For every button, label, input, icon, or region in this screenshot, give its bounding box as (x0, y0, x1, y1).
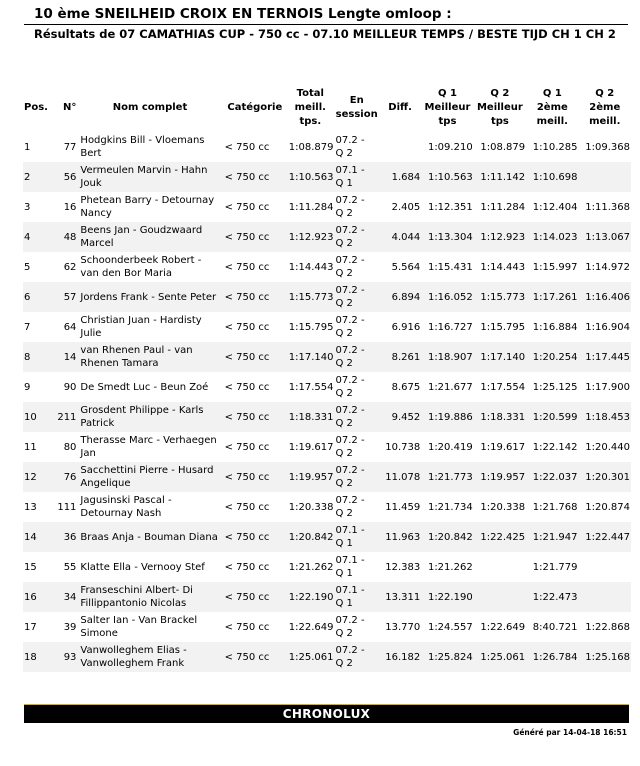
cell-total: 1:17.140 (288, 351, 334, 363)
table-row (23, 372, 631, 402)
cell-pos: 10 (24, 411, 37, 423)
cell-q2-best: 1:22.649 (480, 621, 526, 633)
cell-q2-second (579, 582, 631, 612)
col-header-diff: Diff. (388, 102, 412, 113)
cell-total: 1:08.879 (288, 141, 334, 153)
cell-category: < 750 cc (224, 441, 270, 453)
cell-category: < 750 cc (224, 231, 270, 243)
cell-q1-best: 1:20.842 (427, 531, 473, 543)
col-header-total: Total meill. tps. (294, 88, 326, 127)
cell-category: < 750 cc (224, 561, 270, 573)
session-label: 07.2 - Q 2 (335, 255, 365, 279)
cell-pos: 15 (24, 561, 37, 573)
cell-q1-best: 1:16.052 (427, 291, 473, 303)
cell-q1-best: 1:20.419 (427, 441, 473, 453)
cell-name: Franseschini Albert- Di Fillippantonio Nicolas (80, 585, 193, 609)
cell-num: 77 (63, 141, 77, 153)
cell-diff: 6.894 (391, 291, 421, 303)
cell-pos: 12 (24, 471, 37, 483)
cell-session (335, 252, 379, 282)
cell-total: 1:12.923 (288, 231, 334, 243)
session-label: 07.2 - Q 2 (335, 405, 365, 429)
cell-total: 1:19.957 (288, 471, 334, 483)
cell-q2-second: 1:17.900 (585, 381, 630, 393)
cell-diff: 16.182 (385, 651, 421, 663)
cell-q1-second: 1:25.125 (532, 381, 578, 393)
cell-pos: 8 (24, 351, 31, 363)
cell-q1-second: 1:16.884 (532, 321, 578, 333)
cell-q2-best: 1:22.425 (480, 531, 526, 543)
col-header-q2-best: Q 2 Meilleur tps (476, 88, 523, 127)
cell-name: Jordens Frank - Sente Peter (80, 291, 217, 303)
cell-total: 1:22.649 (288, 621, 334, 633)
cell-diff: 9.452 (391, 411, 421, 423)
cell-q1-best: 1:19.886 (427, 411, 473, 423)
cell-diff: 10.738 (385, 441, 421, 453)
cell-q1-second: 1:20.599 (532, 411, 578, 423)
cell-diff: 2.405 (391, 201, 421, 213)
cell-total: 1:10.563 (288, 171, 334, 183)
cell-num: 90 (63, 381, 77, 393)
session-label: 07.2 - Q 2 (335, 315, 365, 339)
table-row (23, 402, 631, 432)
session-label: 07.2 - Q 2 (335, 375, 365, 399)
cell-q2-best: 1:15.795 (480, 321, 526, 333)
cell-name: Therasse Marc - Verhaegen Jan (80, 435, 217, 459)
cell-name: Salter Ian - Van Brackel Simone (80, 615, 198, 639)
cell-q2-second: 1:20.440 (585, 441, 630, 453)
table-row (23, 162, 631, 192)
cell-q1-best: 1:16.727 (427, 321, 473, 333)
cell-name: Klatte Ella - Vernooy Stef (80, 561, 205, 573)
cell-pos: 18 (24, 651, 37, 663)
cell-pos: 4 (24, 231, 31, 243)
cell-num: 76 (63, 471, 77, 483)
cell-q2-second: 1:20.301 (585, 471, 630, 483)
cell-q1-second: 1:22.142 (532, 441, 578, 453)
session-label: 07.1 - Q 1 (335, 585, 365, 609)
cell-name: Vanwolleghem Elias - Vanwolleghem Frank (80, 645, 187, 669)
cell-q2-best: 1:08.879 (480, 141, 526, 153)
cell-session (335, 372, 379, 402)
cell-q2-second: 1:11.368 (585, 201, 630, 213)
table-header-row (23, 84, 631, 132)
cell-pos: 1 (24, 141, 31, 153)
cell-num: 14 (63, 351, 77, 363)
footer-brand: CHRONOLUX (282, 707, 371, 721)
cell-pos: 11 (24, 441, 37, 453)
cell-category: < 750 cc (224, 261, 270, 273)
cell-q2-best: 1:12.923 (480, 231, 526, 243)
cell-pos: 17 (24, 621, 37, 633)
cell-total: 1:18.331 (288, 411, 334, 423)
col-header-session: En session (335, 95, 378, 120)
cell-q1-best: 1:09.210 (427, 141, 473, 153)
cell-q1-second: 1:21.947 (532, 531, 578, 543)
cell-name: Jagusinski Pascal - Detournay Nash (80, 495, 172, 519)
cell-num: 34 (63, 591, 77, 603)
col-header-pos: Pos. (24, 102, 48, 113)
cell-pos: 9 (24, 381, 31, 393)
cell-category: < 750 cc (224, 591, 270, 603)
session-label: 07.2 - Q 2 (335, 615, 365, 639)
cell-name: Hodgkins Bill - Vloemans Bert (80, 135, 205, 159)
cell-session (335, 612, 379, 642)
cell-name: Phetean Barry - Detournay Nancy (80, 195, 215, 219)
cell-q1-best: 1:21.677 (427, 381, 473, 393)
cell-total: 1:22.190 (288, 591, 334, 603)
cell-q1-second: 1:14.023 (532, 231, 578, 243)
cell-q2-second (579, 552, 631, 582)
cell-q1-best: 1:21.262 (427, 561, 473, 573)
cell-num: 80 (63, 441, 77, 453)
cell-diff: 8.675 (391, 381, 421, 393)
session-label: 07.2 - Q 2 (335, 495, 365, 519)
cell-q2-best: 1:20.338 (480, 501, 526, 513)
cell-q1-second: 8:40.721 (532, 621, 578, 633)
cell-session (335, 402, 379, 432)
cell-q2-best: 1:19.957 (480, 471, 526, 483)
cell-name: Schoonderbeek Robert - van den Bor Maria (80, 255, 202, 279)
table-row (23, 462, 631, 492)
cell-q1-second: 1:22.473 (532, 591, 578, 603)
cell-total: 1:15.773 (288, 291, 334, 303)
cell-category: < 750 cc (224, 501, 270, 513)
cell-category: < 750 cc (224, 411, 270, 423)
cell-q1-best: 1:18.907 (427, 351, 473, 363)
cell-q1-best: 1:25.824 (427, 651, 473, 663)
cell-session (335, 132, 379, 162)
cell-num: 62 (63, 261, 77, 273)
cell-total: 1:11.284 (288, 201, 334, 213)
cell-q1-second: 1:10.698 (532, 171, 578, 183)
cell-total: 1:25.061 (288, 651, 334, 663)
cell-q2-second: 1:22.447 (585, 531, 630, 543)
cell-session (335, 282, 379, 312)
cell-pos: 16 (24, 591, 37, 603)
cell-pos: 7 (24, 321, 31, 333)
cell-category: < 750 cc (224, 471, 270, 483)
cell-name: De Smedt Luc - Beun Zoé (80, 381, 209, 393)
session-label: 07.2 - Q 2 (335, 195, 365, 219)
cell-diff: 12.383 (385, 561, 421, 573)
cell-category: < 750 cc (224, 621, 270, 633)
session-label: 07.2 - Q 2 (335, 465, 365, 489)
cell-q2-second (579, 162, 631, 192)
cell-q2-best: 1:19.617 (480, 441, 526, 453)
cell-category: < 750 cc (224, 381, 270, 393)
cell-num: 93 (63, 651, 77, 663)
cell-q1-second: 1:21.768 (532, 501, 578, 513)
cell-name: Beens Jan - Goudzwaard Marcel (80, 225, 203, 249)
cell-num: 64 (63, 321, 77, 333)
cell-q1-best: 1:21.773 (427, 471, 473, 483)
cell-session (335, 162, 379, 192)
table-row (23, 582, 631, 612)
cell-q1-best: 1:22.190 (427, 591, 473, 603)
table-row (23, 282, 631, 312)
cell-q1-second: 1:17.261 (532, 291, 578, 303)
cell-q2-best: 1:11.142 (480, 171, 526, 183)
col-header-category: Catégorie (227, 102, 283, 113)
cell-q2-best: 1:15.773 (480, 291, 526, 303)
table-row (23, 192, 631, 222)
cell-num: 55 (63, 561, 77, 573)
session-label: 07.2 - Q 2 (335, 225, 365, 249)
col-header-q1-second: Q 1 2ème meill. (536, 88, 568, 127)
session-label: 07.1 - Q 1 (335, 165, 365, 189)
cell-diff: 11.459 (385, 501, 421, 513)
cell-category: < 750 cc (224, 321, 270, 333)
cell-total: 1:14.443 (288, 261, 334, 273)
session-label: 07.2 - Q 2 (335, 285, 365, 309)
cell-session (335, 192, 379, 222)
cell-diff: 13.311 (385, 591, 421, 603)
cell-total: 1:20.338 (288, 501, 334, 513)
cell-category: < 750 cc (224, 651, 270, 663)
table-row (23, 492, 631, 522)
cell-q2-second: 1:14.972 (585, 261, 630, 273)
results-table (23, 84, 631, 672)
cell-q2-best: 1:14.443 (480, 261, 526, 273)
cell-q1-second: 1:22.037 (532, 471, 578, 483)
cell-q1-second: 1:12.404 (532, 201, 578, 213)
cell-category: < 750 cc (224, 171, 270, 183)
cell-total: 1:21.262 (288, 561, 334, 573)
cell-category: < 750 cc (224, 291, 270, 303)
cell-q2-best (474, 552, 526, 582)
cell-q1-best: 1:12.351 (427, 201, 473, 213)
table-row (23, 522, 631, 552)
cell-name: van Rhenen Paul - van Rhenen Tamara (80, 345, 193, 369)
cell-category: < 750 cc (224, 351, 270, 363)
session-label: 07.2 - Q 2 (335, 345, 365, 369)
cell-total: 1:19.617 (288, 441, 334, 453)
table-row (23, 642, 631, 672)
cell-session (335, 342, 379, 372)
cell-diff: 5.564 (391, 261, 421, 273)
session-label: 07.2 - Q 2 (335, 645, 365, 669)
cell-diff: 11.963 (385, 531, 421, 543)
cell-num: 36 (63, 531, 77, 543)
cell-q1-best: 1:24.557 (427, 621, 473, 633)
cell-q2-second: 1:18.453 (585, 411, 630, 423)
cell-session (335, 522, 379, 552)
cell-name: Vermeulen Marvin - Hahn Jouk (80, 165, 208, 189)
cell-name: Grosdent Philippe - Karls Patrick (80, 405, 204, 429)
cell-q1-second: 1:15.997 (532, 261, 578, 273)
cell-session (335, 492, 379, 522)
cell-q1-best: 1:13.304 (427, 231, 473, 243)
cell-name: Christian Juan - Hardisty Julie (80, 315, 202, 339)
cell-q1-best: 1:15.431 (427, 261, 473, 273)
cell-total: 1:15.795 (288, 321, 334, 333)
cell-session (335, 312, 379, 342)
cell-q2-best: 1:25.061 (480, 651, 526, 663)
cell-q1-second: 1:20.254 (532, 351, 578, 363)
cell-q2-best: 1:18.331 (480, 411, 526, 423)
cell-diff: 4.044 (391, 231, 421, 243)
cell-q1-second: 1:21.779 (532, 561, 578, 573)
cell-session (335, 462, 379, 492)
cell-q2-second: 1:17.445 (585, 351, 630, 363)
cell-q2-second: 1:16.904 (585, 321, 630, 333)
cell-num: 39 (63, 621, 77, 633)
cell-q2-second: 1:20.874 (585, 501, 630, 513)
table-row (23, 432, 631, 462)
page-subtitle: Résultats de 07 CAMATHIAS CUP - 750 cc - 07.10 MEILLEUR TEMPS / BESTE TIJD CH 1 CH 2 (34, 27, 616, 41)
cell-session (335, 582, 379, 612)
cell-num: 56 (63, 171, 77, 183)
cell-category: < 750 cc (224, 141, 270, 153)
generated-timestamp: Généré par 14-04-18 16:51 (513, 728, 627, 737)
cell-session (335, 432, 379, 462)
cell-q2-best: 1:17.554 (480, 381, 526, 393)
cell-q2-second: 1:22.868 (585, 621, 630, 633)
cell-q2-best: 1:11.284 (480, 201, 526, 213)
cell-diff: 11.078 (385, 471, 421, 483)
cell-q1-best: 1:10.563 (427, 171, 473, 183)
cell-pos: 2 (24, 171, 31, 183)
cell-q1-second: 1:10.285 (532, 141, 578, 153)
cell-category: < 750 cc (224, 201, 270, 213)
cell-num: 211 (57, 411, 77, 423)
cell-num: 16 (63, 201, 77, 213)
cell-q2-second: 1:16.406 (585, 291, 630, 303)
table-row (23, 222, 631, 252)
cell-name: Sacchettini Pierre - Husard Angelique (80, 465, 214, 489)
col-header-q1-best: Q 1 Meilleur tps (424, 88, 471, 127)
cell-category: < 750 cc (224, 531, 270, 543)
table-row (23, 132, 631, 162)
cell-q1-second: 1:26.784 (532, 651, 578, 663)
cell-diff: 13.770 (385, 621, 421, 633)
cell-session (335, 552, 379, 582)
cell-diff: 1.684 (391, 171, 421, 183)
cell-num: 57 (63, 291, 77, 303)
col-header-num: N° (63, 102, 77, 113)
col-header-name: Nom complet (112, 102, 188, 113)
cell-total: 1:17.554 (288, 381, 334, 393)
cell-total: 1:20.842 (288, 531, 334, 543)
cell-diff: 8.261 (391, 351, 421, 363)
session-label: 07.1 - Q 1 (335, 555, 365, 579)
title-divider (24, 24, 628, 25)
session-label: 07.1 - Q 1 (335, 525, 365, 549)
cell-session (335, 642, 379, 672)
session-label: 07.2 - Q 2 (335, 135, 365, 159)
cell-pos: 13 (24, 501, 37, 513)
table-row (23, 342, 631, 372)
cell-q2-second: 1:09.368 (585, 141, 630, 153)
cell-diff (379, 132, 421, 162)
table-row (23, 612, 631, 642)
cell-q2-best: 1:17.140 (480, 351, 526, 363)
col-header-q2-second: Q 2 2ème meill. (589, 88, 621, 127)
cell-num: 111 (57, 501, 77, 513)
page-title: 10 ème SNEILHEID CROIX EN TERNOIS Lengte omloop : (34, 6, 452, 22)
cell-q2-second: 1:25.168 (585, 651, 630, 663)
cell-q2-best (474, 582, 526, 612)
table-row (23, 252, 631, 282)
cell-num: 48 (63, 231, 77, 243)
cell-q2-second: 1:13.067 (585, 231, 630, 243)
cell-session (335, 222, 379, 252)
cell-pos: 5 (24, 261, 31, 273)
cell-pos: 6 (24, 291, 31, 303)
cell-pos: 3 (24, 201, 31, 213)
session-label: 07.2 - Q 2 (335, 435, 365, 459)
table-row (23, 552, 631, 582)
table-row (23, 312, 631, 342)
cell-name: Braas Anja - Bouman Diana (80, 531, 218, 543)
cell-pos: 14 (24, 531, 37, 543)
cell-q1-best: 1:21.734 (427, 501, 473, 513)
cell-diff: 6.916 (391, 321, 421, 333)
